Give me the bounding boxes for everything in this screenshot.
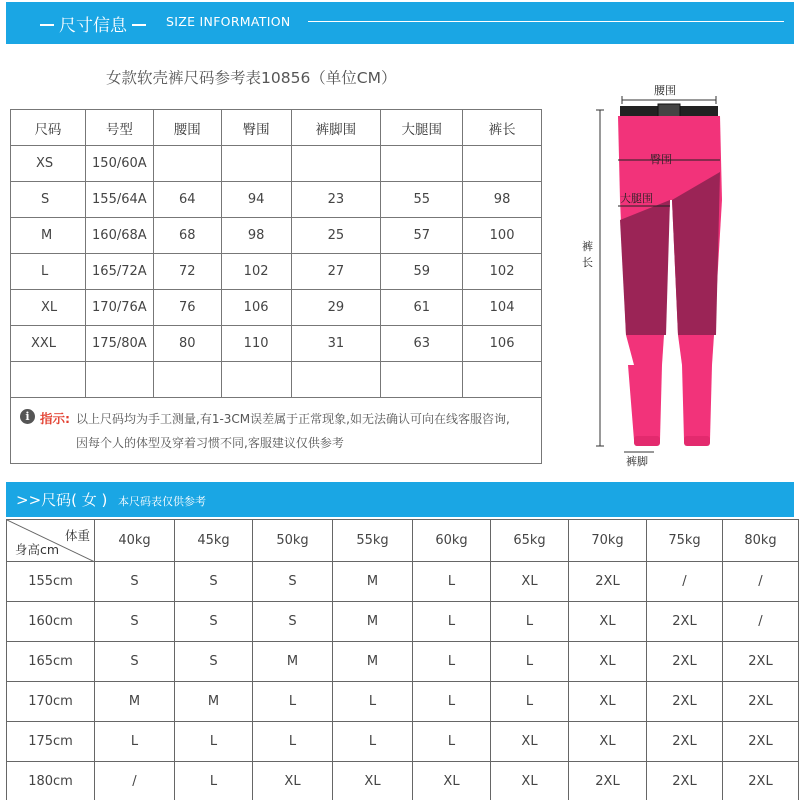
waist-label: 腰围 bbox=[654, 84, 676, 97]
size-cell: 94 bbox=[221, 182, 291, 218]
fit-size-cell: L bbox=[413, 722, 491, 762]
size-cell: 57 bbox=[381, 218, 463, 254]
size-cell: XL bbox=[11, 290, 86, 326]
section2-subtitle: 本尺码表仅供参考 bbox=[118, 495, 206, 508]
fit-size-cell: 2XL bbox=[723, 762, 799, 800]
fit-size-cell: XL bbox=[491, 562, 569, 602]
fit-size-cell: XL bbox=[569, 682, 647, 722]
weight-header: 45kg bbox=[175, 520, 253, 562]
right-leg-panel bbox=[672, 172, 720, 335]
size-cell: 31 bbox=[291, 326, 381, 362]
dash-left bbox=[40, 24, 54, 26]
size-cell bbox=[463, 362, 542, 398]
fit-size-cell: L bbox=[413, 562, 491, 602]
note-label: 指示: bbox=[40, 411, 70, 426]
fit-size-cell: M bbox=[333, 602, 413, 642]
fit-size-cell: L bbox=[491, 642, 569, 682]
size-cell: 80 bbox=[153, 326, 221, 362]
size-cell: 68 bbox=[153, 218, 221, 254]
weight-header: 60kg bbox=[413, 520, 491, 562]
fit-size-cell: L bbox=[95, 722, 175, 762]
size-cell: 102 bbox=[463, 254, 542, 290]
size-table bbox=[10, 109, 542, 398]
fit-size-cell: 2XL bbox=[569, 762, 647, 800]
size-cell: 63 bbox=[381, 326, 463, 362]
size-cell: S bbox=[11, 182, 86, 218]
size-cell: 76 bbox=[153, 290, 221, 326]
height-cell: 155cm bbox=[7, 562, 95, 602]
size-cell: 175/80A bbox=[85, 326, 153, 362]
pants-diagram bbox=[574, 60, 794, 480]
size-chart-title: 女款软壳裤尺码参考表10856（单位CM） bbox=[106, 69, 397, 87]
length-label-1: 裤 bbox=[582, 240, 593, 253]
table-row bbox=[7, 682, 799, 722]
note-text-2: 因每个人的体型及穿着习惯不同,客服建议仅供参考 bbox=[76, 436, 344, 450]
fit-size-cell: / bbox=[647, 562, 723, 602]
fit-size-cell: S bbox=[95, 602, 175, 642]
fit-size-cell: / bbox=[723, 562, 799, 602]
header-title: 尺寸信息 bbox=[59, 16, 127, 36]
size-table-header bbox=[11, 110, 542, 146]
size-cell bbox=[11, 362, 86, 398]
fit-size-cell: M bbox=[333, 642, 413, 682]
left-leg-panel bbox=[620, 200, 670, 335]
fit-size-cell: XL bbox=[569, 722, 647, 762]
fit-size-cell: L bbox=[413, 642, 491, 682]
size-cell: 98 bbox=[221, 218, 291, 254]
hip-label: 臀围 bbox=[650, 153, 672, 166]
fit-size-cell: L bbox=[491, 682, 569, 722]
fit-size-cell: S bbox=[253, 562, 333, 602]
weight-header: 40kg bbox=[95, 520, 175, 562]
size-col-header: 臀围 bbox=[221, 110, 291, 146]
fit-size-cell: XL bbox=[333, 762, 413, 800]
size-cell: 55 bbox=[381, 182, 463, 218]
size-cell bbox=[291, 362, 381, 398]
note-text-1: 以上尺码均为手工测量,有1-3CM误差属于正常现象,如无法确认可向在线客服咨询, bbox=[76, 412, 510, 426]
height-cell: 175cm bbox=[7, 722, 95, 762]
fit-size-cell: XL bbox=[491, 722, 569, 762]
size-cell bbox=[153, 362, 221, 398]
size-cell: 27 bbox=[291, 254, 381, 290]
size-col-header: 尺码 bbox=[11, 110, 86, 146]
height-cell: 165cm bbox=[7, 642, 95, 682]
fit-size-cell: 2XL bbox=[647, 682, 723, 722]
size-cell: 165/72A bbox=[85, 254, 153, 290]
fit-size-cell: L bbox=[333, 682, 413, 722]
fit-table bbox=[6, 519, 799, 800]
info-icon bbox=[20, 409, 35, 424]
fit-size-cell: S bbox=[95, 562, 175, 602]
length-label-2: 长 bbox=[582, 256, 593, 269]
header-rule bbox=[308, 21, 784, 22]
table-row bbox=[11, 290, 542, 326]
fit-size-cell: / bbox=[723, 602, 799, 642]
hem-label: 裤脚 bbox=[626, 455, 648, 468]
size-cell bbox=[85, 362, 153, 398]
size-cell bbox=[381, 362, 463, 398]
size-cell: XXL bbox=[11, 326, 86, 362]
table-row bbox=[11, 218, 542, 254]
height-cell: 180cm bbox=[7, 762, 95, 800]
size-cell: 23 bbox=[291, 182, 381, 218]
table-row bbox=[7, 642, 799, 682]
fit-size-cell: 2XL bbox=[647, 602, 723, 642]
fit-size-cell: S bbox=[253, 602, 333, 642]
size-cell: 98 bbox=[463, 182, 542, 218]
fit-size-cell: L bbox=[333, 722, 413, 762]
size-cell bbox=[153, 146, 221, 182]
fit-size-cell: L bbox=[175, 722, 253, 762]
size-col-header: 号型 bbox=[85, 110, 153, 146]
table-row bbox=[7, 602, 799, 642]
size-cell bbox=[221, 362, 291, 398]
fit-size-cell: 2XL bbox=[723, 682, 799, 722]
corner-height: 身高cm bbox=[15, 542, 60, 557]
size-cell bbox=[463, 146, 542, 182]
weight-header: 70kg bbox=[569, 520, 647, 562]
header-subtitle: SIZE INFORMATION bbox=[166, 14, 291, 29]
fit-size-cell: 2XL bbox=[647, 722, 723, 762]
size-cell: 29 bbox=[291, 290, 381, 326]
fit-size-cell: M bbox=[333, 562, 413, 602]
size-cell: L bbox=[11, 254, 86, 290]
size-cell: 25 bbox=[291, 218, 381, 254]
table-row bbox=[7, 722, 799, 762]
fit-size-cell: L bbox=[253, 682, 333, 722]
fit-size-cell: M bbox=[175, 682, 253, 722]
size-cell: 106 bbox=[463, 326, 542, 362]
size-cell: M bbox=[11, 218, 86, 254]
right-cuff bbox=[684, 436, 710, 446]
height-cell: 170cm bbox=[7, 682, 95, 722]
table-row bbox=[11, 362, 542, 398]
fit-size-cell: XL bbox=[569, 642, 647, 682]
size-cell bbox=[381, 146, 463, 182]
fit-size-cell: 2XL bbox=[723, 722, 799, 762]
size-cell: 61 bbox=[381, 290, 463, 326]
fit-size-cell: S bbox=[175, 602, 253, 642]
size-cell: 59 bbox=[381, 254, 463, 290]
fit-size-cell: XL bbox=[569, 602, 647, 642]
table-row bbox=[11, 182, 542, 218]
header-bar bbox=[6, 2, 794, 44]
size-col-header: 大腿围 bbox=[381, 110, 463, 146]
size-cell: XS bbox=[11, 146, 86, 182]
size-col-header: 裤脚围 bbox=[291, 110, 381, 146]
corner-cell bbox=[7, 520, 95, 562]
size-col-header: 腰围 bbox=[153, 110, 221, 146]
left-cuff bbox=[634, 436, 660, 446]
size-col-header: 裤长 bbox=[463, 110, 542, 146]
fit-size-cell: M bbox=[253, 642, 333, 682]
section2-title: >>尺码( 女 ) bbox=[16, 491, 108, 509]
table-row bbox=[11, 254, 542, 290]
size-cell: 106 bbox=[221, 290, 291, 326]
size-cell bbox=[221, 146, 291, 182]
size-cell: 160/68A bbox=[85, 218, 153, 254]
table-row bbox=[7, 762, 799, 800]
fit-size-cell: XL bbox=[491, 762, 569, 800]
weight-header: 55kg bbox=[333, 520, 413, 562]
weight-header: 80kg bbox=[723, 520, 799, 562]
note-box bbox=[10, 395, 542, 464]
size-cell: 104 bbox=[463, 290, 542, 326]
size-cell: 64 bbox=[153, 182, 221, 218]
fit-size-cell: XL bbox=[413, 762, 491, 800]
size-cell: 150/60A bbox=[85, 146, 153, 182]
weight-header: 50kg bbox=[253, 520, 333, 562]
section2-bar bbox=[6, 482, 794, 517]
fit-size-cell: S bbox=[175, 642, 253, 682]
fit-size-cell: L bbox=[175, 762, 253, 800]
belt-buckle bbox=[658, 104, 680, 118]
header-title-wrap bbox=[40, 11, 151, 36]
fit-size-cell: M bbox=[95, 682, 175, 722]
fit-size-cell: L bbox=[413, 682, 491, 722]
table-row bbox=[11, 146, 542, 182]
weight-header: 65kg bbox=[491, 520, 569, 562]
size-cell: 170/76A bbox=[85, 290, 153, 326]
table-row bbox=[7, 562, 799, 602]
size-cell: 100 bbox=[463, 218, 542, 254]
fit-size-cell: 2XL bbox=[647, 762, 723, 800]
fit-size-cell: 2XL bbox=[647, 642, 723, 682]
size-cell: 110 bbox=[221, 326, 291, 362]
fit-size-cell: L bbox=[413, 602, 491, 642]
corner-weight: 体重 bbox=[64, 528, 90, 543]
left-lower-leg bbox=[628, 365, 662, 440]
dash-right bbox=[132, 24, 146, 26]
fit-size-cell: / bbox=[95, 762, 175, 800]
fit-size-cell: XL bbox=[253, 762, 333, 800]
fit-size-cell: S bbox=[95, 642, 175, 682]
fit-size-cell: L bbox=[253, 722, 333, 762]
fit-size-cell: 2XL bbox=[723, 642, 799, 682]
fit-size-cell: S bbox=[175, 562, 253, 602]
height-cell: 160cm bbox=[7, 602, 95, 642]
weight-header: 75kg bbox=[647, 520, 723, 562]
thigh-label: 大腿围 bbox=[620, 192, 653, 205]
fit-size-cell: L bbox=[491, 602, 569, 642]
size-cell bbox=[291, 146, 381, 182]
size-cell: 72 bbox=[153, 254, 221, 290]
size-cell: 155/64A bbox=[85, 182, 153, 218]
table-row bbox=[11, 326, 542, 362]
size-cell: 102 bbox=[221, 254, 291, 290]
right-lower-leg bbox=[682, 365, 712, 440]
fit-size-cell: 2XL bbox=[569, 562, 647, 602]
